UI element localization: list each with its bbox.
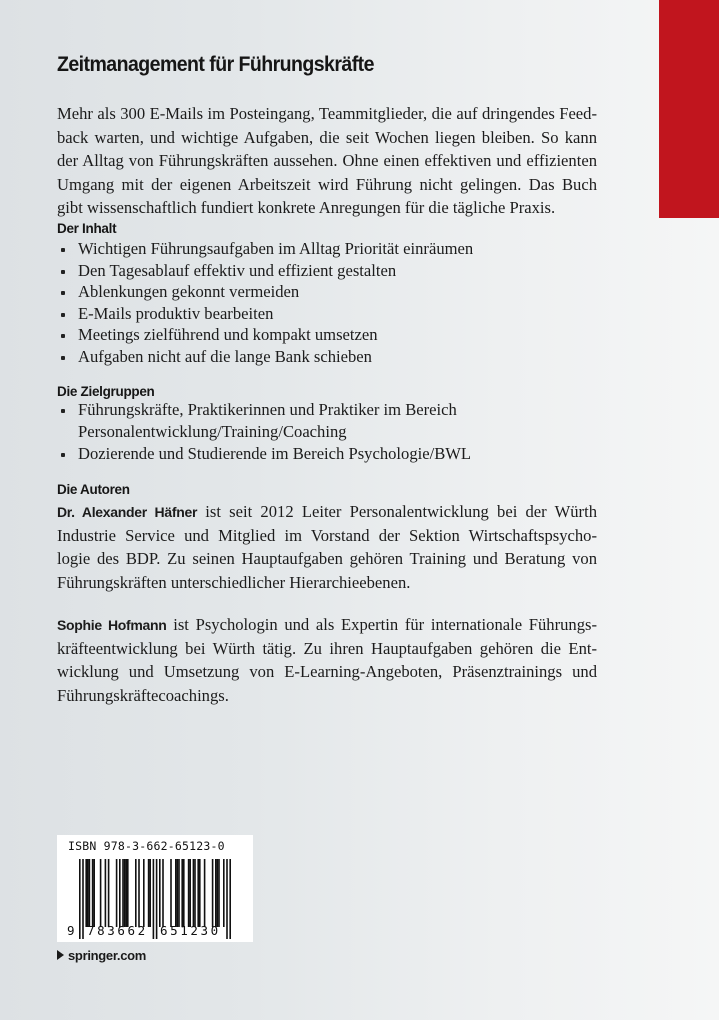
bullet-icon [61, 291, 65, 295]
barcode-first-digit: 9 [67, 923, 75, 938]
list-item-text: Personalentwicklung/Training/Coaching [78, 422, 347, 441]
list-item-text: Führungskräfte, Praktikerinnen und Praktiker im Bereich [78, 400, 457, 419]
list-item-text: Ablenkungen gekonnt vermeiden [78, 282, 300, 301]
author-line: Industrie Service und Mitglied im Vorstand der Sektion Wirtschaftspsycho- [57, 525, 597, 545]
author-line: kräfteentwicklung bei Würth tätig. Zu ihren Hauptaufgaben gehören die Ent- [57, 638, 597, 658]
isbn-barcode [57, 835, 253, 942]
author-line: Führungskräften unterschiedlicher Hierarchieebenen. [57, 572, 411, 592]
author-line [57, 502, 597, 522]
author-text: ist Psychologin und als Expertin für internationale Führungs- [166, 615, 597, 634]
intro-line: gibt wissenschaftlich fundiert konkrete Anregungen für die tägliche Praxis. [57, 198, 556, 217]
bullet-icon [61, 248, 65, 252]
publisher-link-text[interactable]: springer.com [68, 947, 147, 963]
list-item-text: Meetings zielführend und kompakt umsetzen [78, 325, 378, 344]
intro-line: der Alltag von Führungskräften aussehen. Ohne einen effektiven und effizienten [57, 151, 597, 170]
bullet-icon [61, 334, 65, 338]
bullet-icon [61, 270, 65, 274]
bullet-icon [61, 453, 65, 457]
author-line: wicklung und Umsetzung von E-Learning-Angeboten, Präsenztrainings und [57, 662, 597, 681]
intro-line: Mehr als 300 E-Mails im Posteingang, Teammitglieder, die auf dringendes Feed- [57, 104, 597, 123]
bullet-icon [61, 356, 65, 360]
book-title: Zeitmanagement für Führungskräfte [57, 53, 374, 76]
publisher-link[interactable] [57, 946, 146, 964]
intro-line: Umgang mit der eigenen Arbeitszeit wird Führung nicht gelingen. Das Buch [57, 174, 597, 194]
barcode-right-digits: 651230 [160, 923, 221, 938]
list-item-text: Den Tagesablauf effektiv und effizient gestalten [78, 260, 397, 280]
accent-color-bar [659, 0, 719, 218]
author-text: ist seit 2012 Leiter Personalentwicklung bei der Würth [197, 502, 597, 521]
author-name: Dr. Alexander Häfner [57, 504, 198, 520]
target-groups-heading: Die Zielgruppen [57, 384, 155, 399]
list-item-text: E-Mails produktiv bearbeiten [78, 303, 274, 323]
isbn-label: ISBN 978-3-662-65123-0 [68, 839, 225, 853]
author-name: Sophie Hofmann [57, 617, 167, 633]
list-item-text: Wichtigen Führungsaufgaben im Alltag Priorität einräumen [78, 239, 474, 258]
author-line: logie des BDP. Zu seinen Hauptaufgaben gehören Training und Beratung von [57, 549, 597, 568]
bullet-icon [61, 409, 65, 413]
authors-heading: Die Autoren [57, 482, 130, 497]
intro-line: back warten, und wichtige Aufgaben, die seit Wochen liegen bleiben. So kann [57, 127, 597, 147]
bullet-icon [61, 313, 65, 317]
contents-heading: Der Inhalt [57, 221, 117, 236]
list-item-text: Aufgaben nicht auf die lange Bank schieben [78, 346, 372, 366]
author-line [57, 615, 597, 635]
author-line: Führungskräftecoachings. [57, 685, 229, 705]
barcode-left-digits: 783662 [87, 923, 148, 938]
list-item-text: Dozierende und Studierende im Bereich Psychologie/BWL [78, 444, 472, 463]
play-arrow-icon [57, 950, 64, 960]
